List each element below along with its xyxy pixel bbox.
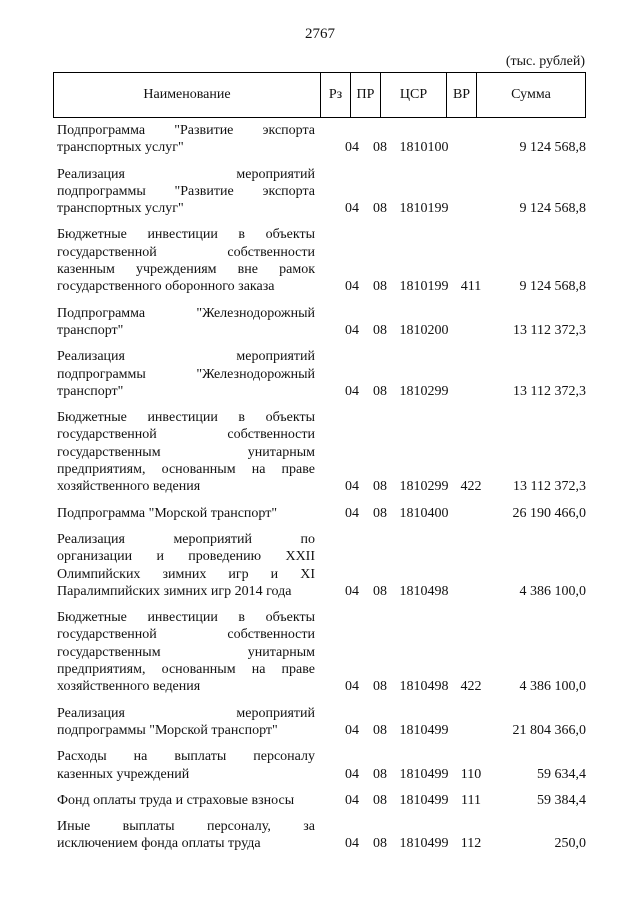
row-rz: 04 [345, 479, 359, 495]
table-row [57, 348, 586, 400]
table-row [57, 609, 586, 695]
row-pr: 08 [373, 279, 387, 295]
row-rz: 04 [345, 140, 359, 156]
row-name [57, 748, 315, 783]
row-name-line: Реализация мероприятий [57, 166, 315, 182]
row-vr: 411 [460, 279, 482, 295]
row-name-line: Реализация мероприятий [57, 349, 315, 365]
row-rz: 04 [345, 766, 359, 782]
row-name [57, 609, 315, 695]
row-name-line: транспорт" [57, 322, 124, 338]
row-rz: 04 [345, 322, 359, 338]
row-name-line: хозяйственного ведения [57, 679, 201, 695]
row-pr: 08 [373, 722, 387, 738]
row-name [57, 531, 315, 600]
row-name-line: казенных учреждений [57, 766, 190, 782]
row-csr: 1810199 [399, 201, 449, 217]
row-sum: 59 634,4 [537, 766, 586, 782]
row-name-line: государственной собственности [57, 627, 315, 643]
row-rz: 04 [345, 583, 359, 599]
table-row [57, 748, 586, 783]
row-pr: 08 [373, 766, 387, 782]
row-sum: 4 386 100,0 [519, 583, 586, 599]
row-name [57, 122, 315, 157]
table-row [57, 505, 586, 522]
row-csr: 1810299 [399, 383, 449, 399]
row-pr: 08 [373, 836, 387, 852]
row-name-line: государственной собственности [57, 244, 315, 260]
row-rz: 04 [345, 722, 359, 738]
row-sum: 250,0 [554, 836, 586, 852]
row-rz: 04 [345, 792, 359, 808]
row-sum: 13 112 372,3 [513, 479, 586, 495]
row-pr: 08 [373, 479, 387, 495]
column-header-pr: ПР [350, 73, 380, 117]
table-row [57, 122, 586, 157]
table-body [57, 122, 586, 862]
row-name [57, 305, 315, 340]
row-name-line: Расходы на выплаты персоналу [57, 749, 315, 765]
row-sum: 9 124 568,8 [519, 201, 586, 217]
table-row [57, 531, 586, 600]
column-header-rz: Рз [320, 73, 350, 117]
table-row [57, 226, 586, 295]
row-name-line: казенным учреждениям вне рамок [57, 262, 315, 278]
row-vr: 112 [460, 836, 482, 852]
row-name-line: хозяйственного ведения [57, 479, 201, 495]
row-rz: 04 [345, 383, 359, 399]
row-name-line: Бюджетные инвестиции в объекты [57, 610, 315, 626]
row-name [57, 166, 315, 218]
column-header-sum: Сумма [476, 73, 585, 117]
row-pr: 08 [373, 505, 387, 521]
row-csr: 1810299 [399, 479, 449, 495]
row-sum: 13 112 372,3 [513, 322, 586, 338]
row-csr: 1810499 [399, 722, 449, 738]
row-name [57, 705, 315, 740]
row-name [57, 226, 315, 295]
row-sum: 59 384,4 [537, 792, 586, 808]
row-name-line: Паралимпийских зимних игр 2014 года [57, 583, 292, 599]
column-header-name: Наименование [143, 87, 231, 102]
row-sum: 13 112 372,3 [513, 383, 586, 399]
row-csr: 1810400 [399, 505, 449, 521]
column-header-vr: ВР [446, 73, 476, 117]
row-name-line: транспорт" [57, 383, 124, 399]
row-csr: 1810499 [399, 792, 449, 808]
row-rz: 04 [345, 505, 359, 521]
row-pr: 08 [373, 322, 387, 338]
row-rz: 04 [345, 279, 359, 295]
row-pr: 08 [373, 583, 387, 599]
row-name-line: Реализация мероприятий [57, 705, 315, 721]
row-name-line: организации и проведению XXII [57, 549, 315, 565]
table-row [57, 792, 586, 809]
row-name-line: Подпрограмма "Развитие экспорта [57, 123, 315, 138]
row-name-line: государственным унитарным [57, 444, 315, 460]
row-name [57, 505, 315, 522]
table-row [57, 166, 586, 218]
row-vr: 110 [460, 766, 482, 782]
row-name [57, 409, 315, 495]
row-sum: 9 124 568,8 [519, 279, 586, 295]
row-name [57, 348, 315, 400]
row-name-line: государственной собственности [57, 427, 315, 443]
row-csr: 1810499 [399, 836, 449, 852]
row-rz: 04 [345, 679, 359, 695]
row-name-line: подпрограммы "Развитие экспорта [57, 183, 315, 199]
row-vr: 422 [460, 679, 482, 695]
row-name-line: Бюджетные инвестиции в объекты [57, 410, 315, 426]
row-rz: 04 [345, 201, 359, 217]
row-name-line: подпрограммы "Морской транспорт" [57, 722, 278, 738]
row-name-line: транспортных услуг" [57, 201, 184, 217]
row-csr: 1810199 [399, 279, 449, 295]
row-sum: 9 124 568,8 [519, 140, 586, 156]
row-name-line: исключением фонда оплаты труда [57, 836, 261, 852]
row-name-line: предприятиям, основанным на праве [57, 462, 315, 478]
row-rz: 04 [345, 836, 359, 852]
row-name-line: государственным унитарным [57, 644, 315, 660]
row-name-line: предприятиям, основанным на праве [57, 662, 315, 678]
page-number: 2767 [305, 26, 335, 42]
row-pr: 08 [373, 679, 387, 695]
row-sum: 26 190 466,0 [512, 505, 586, 521]
row-csr: 1810200 [399, 322, 449, 338]
table-row [57, 305, 586, 340]
table-header [53, 72, 586, 118]
row-name [57, 818, 315, 853]
units-label: (тыс. рублей) [505, 54, 585, 69]
row-name-line: Реализация мероприятий по [57, 531, 315, 547]
row-name-line: Бюджетные инвестиции в объекты [57, 227, 315, 243]
column-header-csr: ЦСР [380, 73, 446, 117]
row-name-line: Подпрограмма "Морской транспорт" [57, 505, 278, 521]
row-pr: 08 [373, 201, 387, 217]
row-csr: 1810100 [399, 140, 449, 156]
row-vr: 422 [460, 479, 482, 495]
row-pr: 08 [373, 792, 387, 808]
row-name-line: Иные выплаты персоналу, за [57, 819, 315, 835]
row-csr: 1810498 [399, 583, 449, 599]
row-name-line: транспортных услуг" [57, 140, 184, 156]
table-row [57, 409, 586, 495]
table-row [57, 705, 586, 740]
row-name-line: Подпрограмма "Железнодорожный [57, 305, 315, 321]
row-name-line: Олимпийских зимних игр и XI [57, 566, 315, 582]
row-name-line: Фонд оплаты труда и страховые взносы [57, 792, 295, 808]
row-sum: 21 804 366,0 [512, 722, 586, 738]
table-row [57, 818, 586, 853]
row-csr: 1810498 [399, 679, 449, 695]
row-pr: 08 [373, 383, 387, 399]
row-name [57, 792, 315, 809]
row-vr: 111 [461, 792, 481, 808]
row-sum: 4 386 100,0 [519, 679, 586, 695]
row-pr: 08 [373, 140, 387, 156]
row-name-line: государственного оборонного заказа [57, 279, 275, 295]
row-name-line: подпрограммы "Железнодорожный [57, 366, 315, 382]
row-csr: 1810499 [399, 766, 449, 782]
